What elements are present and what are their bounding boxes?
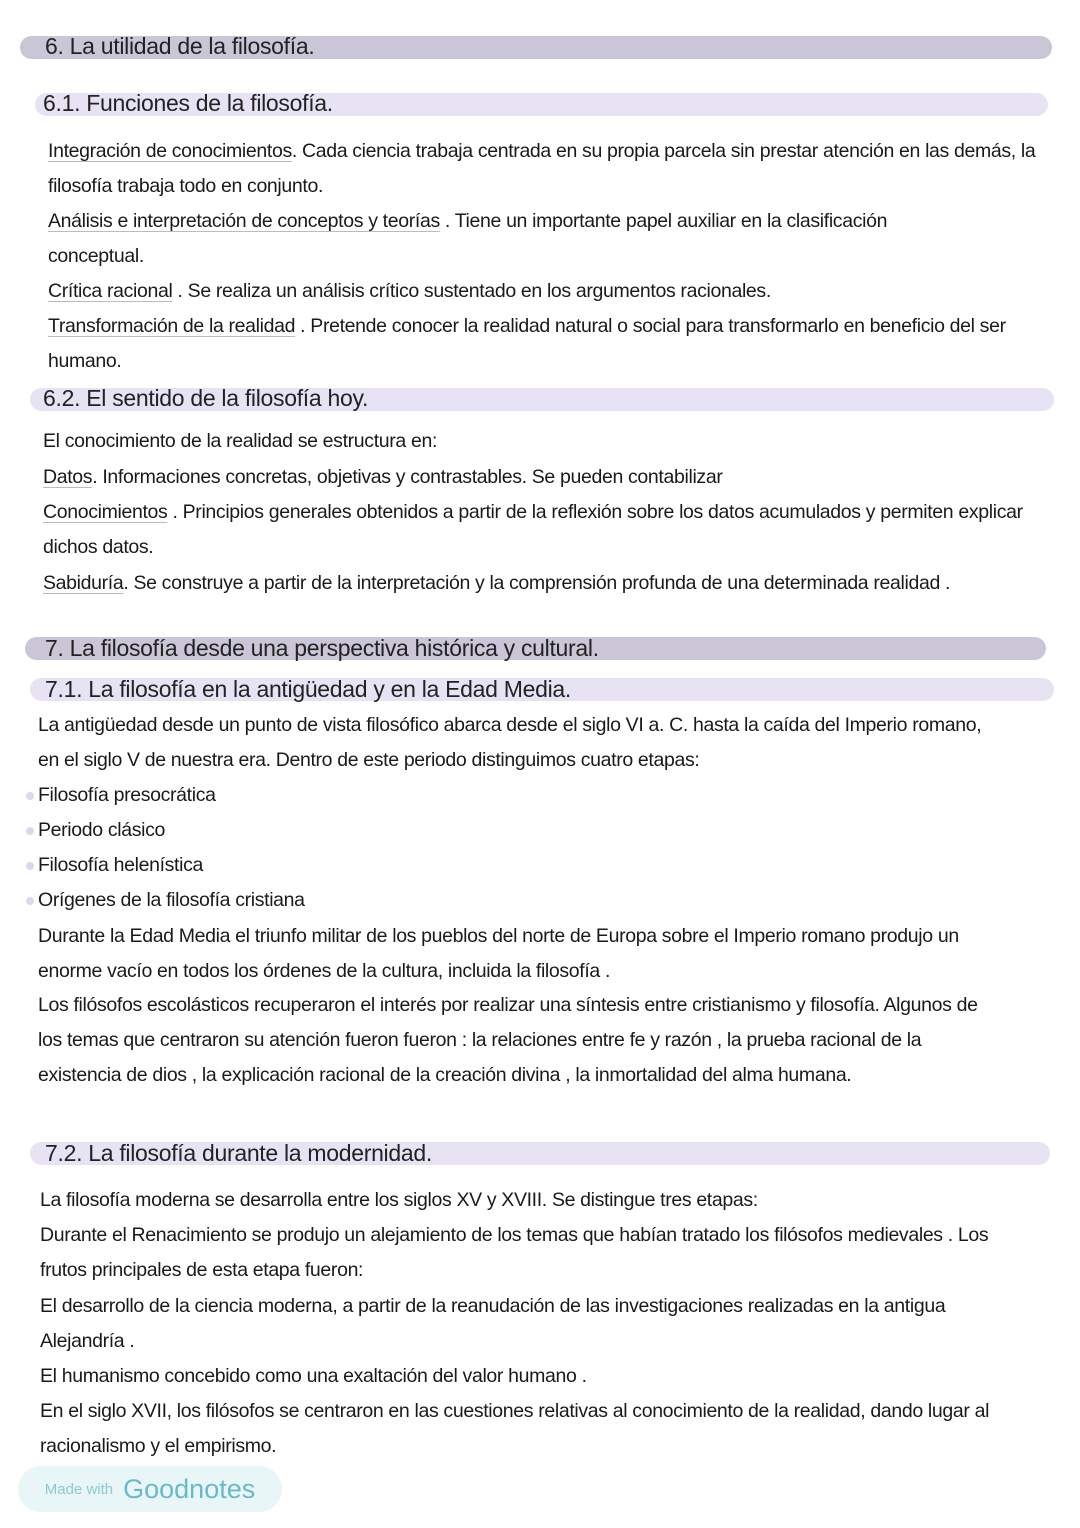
stage-item: Filosofía helenística bbox=[38, 854, 203, 876]
goodnotes-logo: Goodnotes bbox=[123, 1473, 256, 1504]
function-item: Integración de conocimientos. Cada ciencia trabaja centrada en su propia parcela sin prestar atención en las demás, la filosofía trabaja todo en conjunto. bbox=[48, 140, 1036, 198]
bullet-icon bbox=[26, 897, 34, 905]
stage-item: Periodo clásico bbox=[38, 819, 165, 841]
paragraph: Durante el Renacimiento se produjo un alejamiento de los temas que habían tratado los filósofos medievales . Los frutos principales de esta etapa fueron: bbox=[40, 1224, 989, 1282]
function-item: Análisis e interpretación de conceptos y teorías . Tiene un importante papel auxiliar en la clasificación conceptual. bbox=[48, 210, 888, 268]
paragraph: En el siglo XVII, los filósofos se centraron en las cuestiones relativas al conocimiento de la realidad, dando lugar al racionalismo y el empirismo. bbox=[40, 1400, 990, 1458]
section-7-2-title: 7.2. La filosofía durante la modernidad. bbox=[45, 1140, 432, 1166]
bullet-icon bbox=[26, 792, 34, 800]
goodnotes-badge bbox=[18, 1466, 282, 1512]
knowledge-item: Datos. Informaciones concretas, objetivas y contrastables. Se pueden contabilizar bbox=[43, 466, 723, 488]
paragraph: La antigüedad desde un punto de vista filosófico abarca desde el siglo VI a. C. hasta la caída del Imperio romano, en el siglo V de nuestra era. Dentro de este periodo distinguimos cuatro etapas: bbox=[38, 714, 982, 772]
paragraph: El conocimiento de la realidad se estructura en: bbox=[43, 430, 438, 452]
bullet-icon bbox=[26, 862, 34, 870]
stage-item: Filosofía presocrática bbox=[38, 784, 216, 806]
paragraph: Los filósofos escolásticos recuperaron el interés por realizar una síntesis entre cristianismo y filosofía. Algunos de los temas que centraron su atención fueron fueron : la relaciones entre fe y razón , la prueba racional de la existencia de dios , la explicación racional de la creación divina , la inmortalidad del alma humana. bbox=[38, 994, 978, 1087]
section-6-title: 6. La utilidad de la filosofía. bbox=[45, 33, 315, 59]
knowledge-item: Conocimientos . Principios generales obtenidos a partir de la reflexión sobre los datos acumulados y permiten explicar dichos datos. bbox=[43, 501, 1023, 559]
function-item: Transformación de la realidad . Pretende conocer la realidad natural o social para transformarlo en beneficio del ser humano. bbox=[48, 315, 1006, 373]
paragraph: El humanismo concebido como una exaltación del valor humano . bbox=[40, 1365, 587, 1387]
function-item: Crítica racional . Se realiza un análisis crítico sustentado en los argumentos racionales. bbox=[48, 280, 771, 302]
paragraph: La filosofía moderna se desarrolla entre los siglos XV y XVIII. Se distingue tres etapas: bbox=[40, 1189, 758, 1211]
section-6-2-title: 6.2. El sentido de la filosofía hoy. bbox=[43, 385, 369, 411]
stage-item: Orígenes de la filosofía cristiana bbox=[38, 889, 305, 911]
bullet-icon bbox=[26, 827, 34, 835]
section-6-1-title: 6.1. Funciones de la filosofía. bbox=[43, 90, 333, 116]
section-7-title: 7. La filosofía desde una perspectiva histórica y cultural. bbox=[45, 635, 599, 661]
made-with-label: Made with bbox=[44, 1480, 114, 1498]
paragraph: El desarrollo de la ciencia moderna, a partir de la reanudación de las investigaciones realizadas en la antigua Alejandría . bbox=[40, 1295, 946, 1353]
section-7-1-title: 7.1. La filosofía en la antigüedad y en la Edad Media. bbox=[45, 676, 571, 702]
paragraph: Durante la Edad Media el triunfo militar de los pueblos del norte de Europa sobre el Imperio romano produjo un enorme vacío en todos los órdenes de la cultura, incluida la filosofía . bbox=[38, 925, 959, 983]
knowledge-item: Sabiduría. Se construye a partir de la interpretación y la comprensión profunda de una determinada realidad . bbox=[43, 572, 951, 594]
